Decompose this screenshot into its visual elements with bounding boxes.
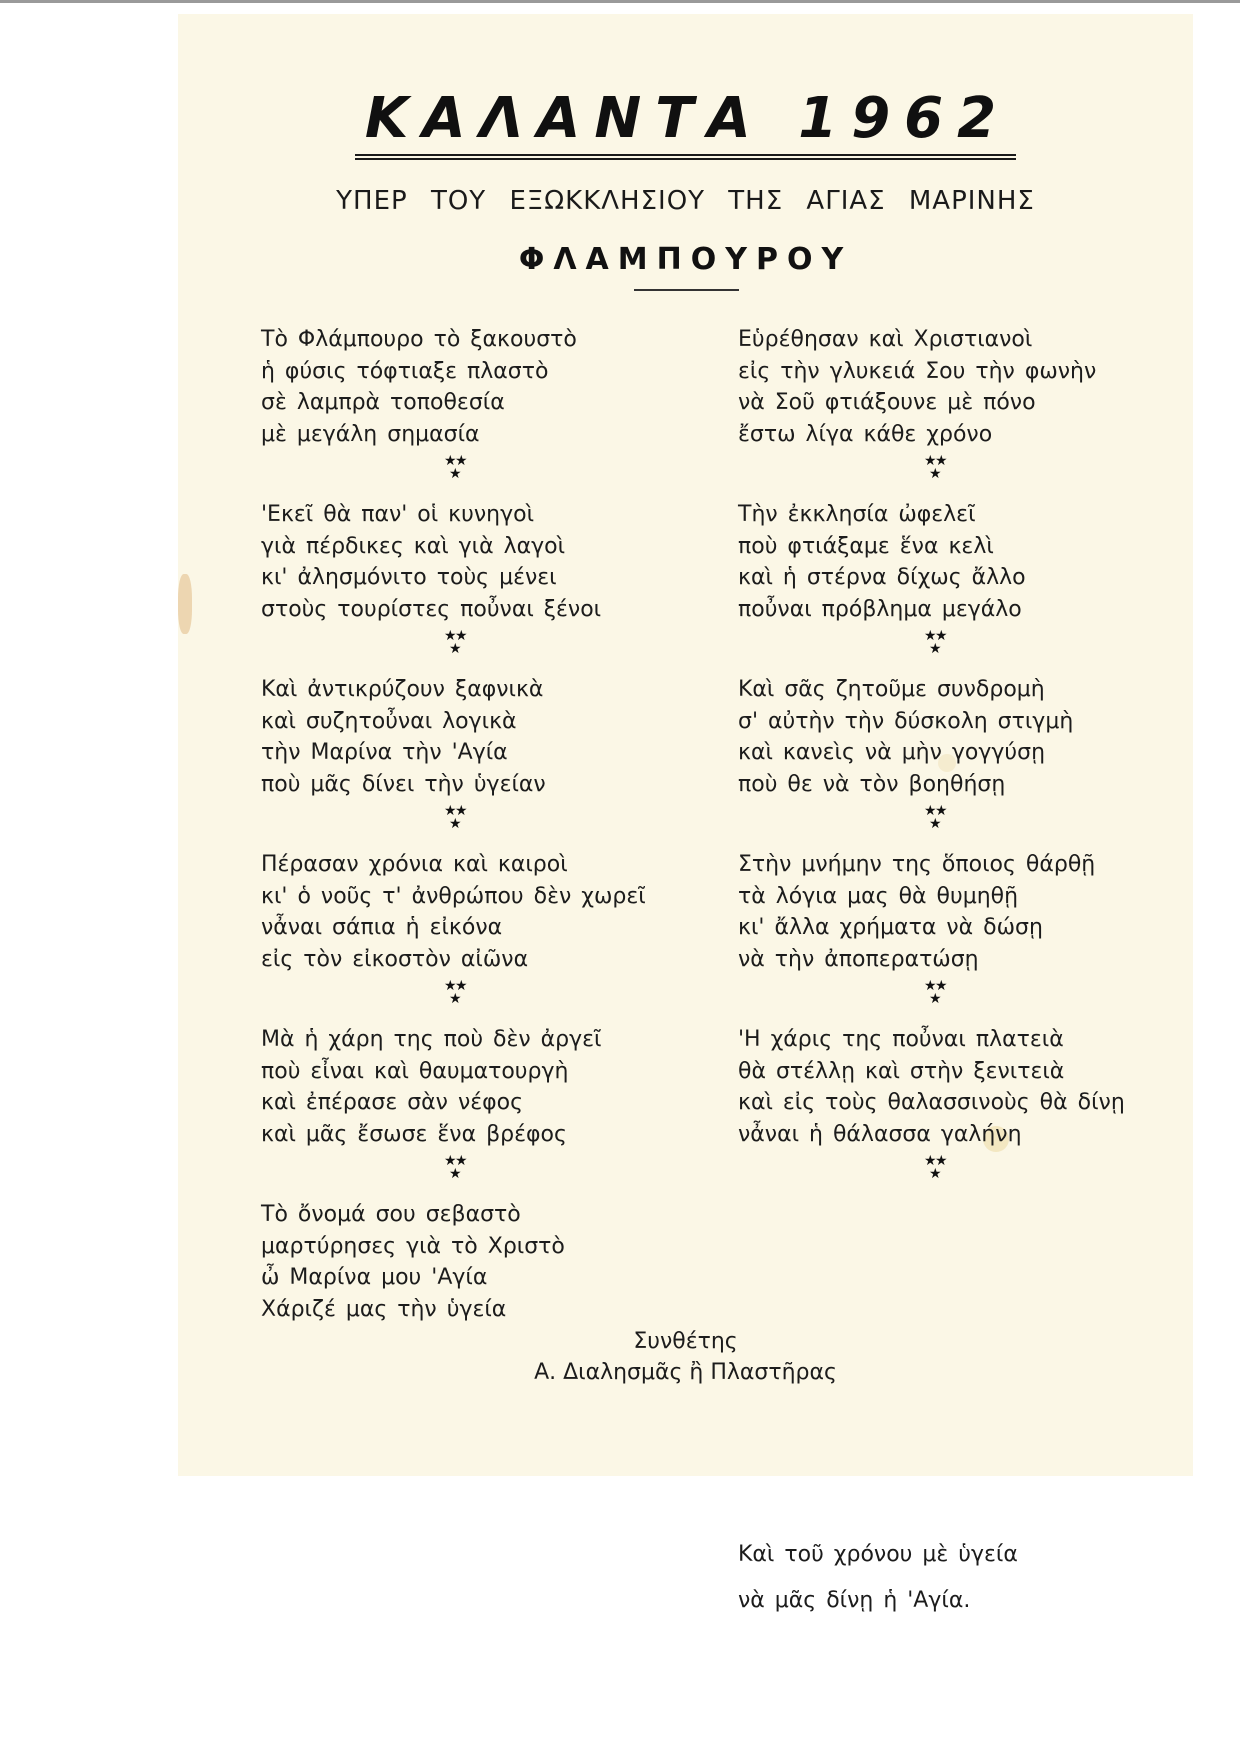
verse-line: γιὰ πέρδικες καὶ γιὰ λαγοὶ [261, 533, 566, 559]
star-icon: ★ [935, 628, 948, 644]
verse-line: ποὖναι πρόβλημα μεγάλο [738, 596, 1022, 622]
stanza [738, 324, 1178, 499]
verse-line: ὦ Μαρίνα μου 'Αγία [261, 1265, 488, 1290]
star-icon: ★ [444, 628, 457, 644]
star-ornament-icon [918, 1154, 954, 1188]
verse-line: καὶ συζητοὖναι λογικὰ [261, 708, 517, 734]
verse-line: σὲ λαμπρὰ τοποθεσία [261, 390, 505, 415]
verse-line: Χάριζέ μας τὴν ὑγεία [261, 1296, 507, 1322]
verse-line: κι' ἀλησμόνιτο τοὺς μένει [261, 565, 557, 590]
stanza [261, 324, 701, 499]
star-ornament-icon [918, 979, 954, 1013]
star-icon: ★ [455, 628, 468, 644]
carol-sheet [178, 14, 1193, 1613]
verse-line: ποὺ φτιάξαμε ἕνα κελὶ [738, 533, 994, 559]
star-icon: ★ [929, 466, 942, 482]
verse-line: νὰ τὴν ἀποπερατώσῃ [738, 946, 979, 972]
stanza [261, 1024, 701, 1199]
composer-name: Α. Διαλησμᾶς ἢ Πλαστῆρας [534, 1360, 837, 1385]
verse-line: 'Η χάρις της ποὖναι πλατειὰ [738, 1027, 1064, 1052]
star-icon: ★ [929, 1166, 942, 1182]
verse-line: τὴν Μαρίνα τὴν 'Αγία [261, 740, 508, 765]
verse-line: Τὴν ἐκκλησία ὠφελεῖ [738, 502, 976, 527]
star-ornament-icon [438, 1154, 474, 1188]
star-icon: ★ [935, 978, 948, 994]
verse-line: καὶ κανεὶς νὰ μὴν γογγύσῃ [738, 740, 1046, 765]
star-icon: ★ [924, 1153, 937, 1169]
verse-line: ἔστω λίγα κάθε χρόνο [738, 421, 993, 447]
star-ornament-icon [438, 454, 474, 488]
right-column [738, 324, 1178, 1613]
star-icon: ★ [455, 1153, 468, 1169]
star-icon: ★ [455, 803, 468, 819]
scan-top-edge [0, 0, 1240, 3]
stanza [738, 674, 1178, 849]
closing-line: νὰ μᾶς δίνῃ ἡ 'Αγία. [738, 1588, 971, 1613]
star-icon: ★ [449, 816, 462, 832]
verse-line: ποὺ μᾶς δίνει τὴν ὑγείαν [261, 771, 546, 797]
verse-line: Τὸ Φλάμπουρο τὸ ξακουστὸ [261, 327, 577, 352]
star-icon: ★ [444, 978, 457, 994]
star-icon: ★ [935, 1153, 948, 1169]
place-name: ΦΛΑΜΠΟΥΡΟΥ [518, 242, 853, 277]
star-icon: ★ [455, 978, 468, 994]
verse-line: στοὺς τουρίστες ποὖναι ξένοι [261, 596, 602, 622]
verse-line: Εὑρέθησαν καὶ Χριστιανοὶ [738, 327, 1033, 352]
verse-line: Πέρασαν χρόνια καὶ καιροὶ [261, 852, 568, 877]
verse-line: καὶ μᾶς ἔσωσε ἕνα βρέφος [261, 1121, 567, 1147]
star-icon: ★ [449, 991, 462, 1007]
stanza [738, 499, 1178, 674]
left-column [261, 324, 701, 1374]
closing-couplet [738, 1532, 1018, 1624]
stanza [261, 499, 701, 674]
star-icon: ★ [929, 816, 942, 832]
star-ornament-icon [438, 979, 474, 1013]
star-icon: ★ [444, 1153, 457, 1169]
verse-line: 'Εκεῖ θὰ παν' οἱ κυνηγοὶ [261, 502, 535, 527]
verse-line: εἰς τὸν εἰκοστὸν αἰῶνα [261, 946, 529, 972]
verse-line: θὰ στέλλῃ καὶ στὴν ξενιτειὰ [738, 1058, 1065, 1084]
verse-line: εἰς τὴν γλυκειά Σου τὴν φωνὴν [738, 358, 1097, 384]
star-icon: ★ [935, 803, 948, 819]
star-icon: ★ [449, 466, 462, 482]
verse-line: καὶ ἐπέρασε σὰν νέφος [261, 1090, 524, 1115]
verse-line: μὲ μεγάλη σημασία [261, 421, 480, 447]
title-block [178, 86, 1193, 160]
star-icon: ★ [929, 991, 942, 1007]
verse-line: Στὴν μνήμην της ὅποιος θάρθῇ [738, 852, 1096, 877]
composer-credit [178, 1326, 1193, 1388]
verse-line: Τὸ ὄνομά σου σεβαστὸ [261, 1202, 521, 1227]
star-icon: ★ [449, 641, 462, 657]
verse-line: σ' αὐτὴν τὴν δύσκολη στιγμὴ [738, 708, 1074, 734]
star-ornament-icon [918, 804, 954, 838]
stanza [261, 674, 701, 849]
divider [634, 289, 739, 291]
star-icon: ★ [924, 628, 937, 644]
verse-line: καὶ ἡ στέρνα δίχως ἄλλο [738, 565, 1026, 590]
star-icon: ★ [449, 1166, 462, 1182]
star-icon: ★ [935, 453, 948, 469]
verse-line: τὰ λόγια μας θὰ θυμηθῇ [738, 883, 1019, 909]
composer-label: Συνθέτης [633, 1329, 738, 1354]
page-title: ΚΑΛΑΝΤΑ 1962 [355, 86, 1016, 160]
verse-line: νἆναι σάπια ἡ εἰκόνα [261, 915, 503, 940]
verse-line: Μὰ ἡ χάρη της ποὺ δὲν ἀργεῖ [261, 1027, 602, 1052]
verse-line: κι' ὁ νοῦς τ' ἀνθρώπου δὲν χωρεῖ [261, 883, 646, 909]
star-ornament-icon [918, 454, 954, 488]
star-icon: ★ [929, 641, 942, 657]
stanza [738, 1024, 1178, 1199]
star-icon: ★ [455, 453, 468, 469]
star-ornament-icon [438, 804, 474, 838]
star-icon: ★ [924, 453, 937, 469]
star-icon: ★ [924, 803, 937, 819]
verse-line: Καὶ ἀντικρύζουν ξαφνικὰ [261, 677, 544, 702]
verse-line: ἡ φύσις τόφτιαξε πλαστὸ [261, 358, 549, 384]
verse-line: μαρτύρησες γιὰ τὸ Χριστὸ [261, 1233, 565, 1259]
stanza [261, 849, 701, 1024]
verse-line: καὶ εἰς τοὺς θαλασσινοὺς θὰ δίνῃ [738, 1090, 1125, 1115]
star-icon: ★ [924, 978, 937, 994]
verse-line: Καὶ σᾶς ζητοῦμε συνδρομὴ [738, 677, 1045, 702]
verse-line: νἆναι ἡ θάλασσα γαλήνη [738, 1121, 1022, 1147]
star-ornament-icon [438, 629, 474, 663]
star-icon: ★ [444, 453, 457, 469]
star-icon: ★ [444, 803, 457, 819]
subtitle: ΥΠΕΡ ΤΟΥ ΕΞΩΚΚΛΗΣΙΟΥ ΤΗΣ ΑΓΙΑΣ ΜΑΡΙΝΗΣ [336, 186, 1035, 216]
verse-line: κι' ἄλλα χρήματα νὰ δώσῃ [738, 915, 1043, 940]
closing-line: Καὶ τοῦ χρόνου μὲ ὑγεία [738, 1542, 1018, 1567]
verse-line: νὰ Σοῦ φτιάξουνε μὲ πόνο [738, 390, 1036, 415]
star-ornament-icon [918, 629, 954, 663]
verse-line: ποὺ θε νὰ τὸν βοηθήσῃ [738, 771, 1006, 797]
verse-line: ποὺ εἶναι καὶ θαυματουργὴ [261, 1058, 569, 1084]
stanza [738, 849, 1178, 1024]
